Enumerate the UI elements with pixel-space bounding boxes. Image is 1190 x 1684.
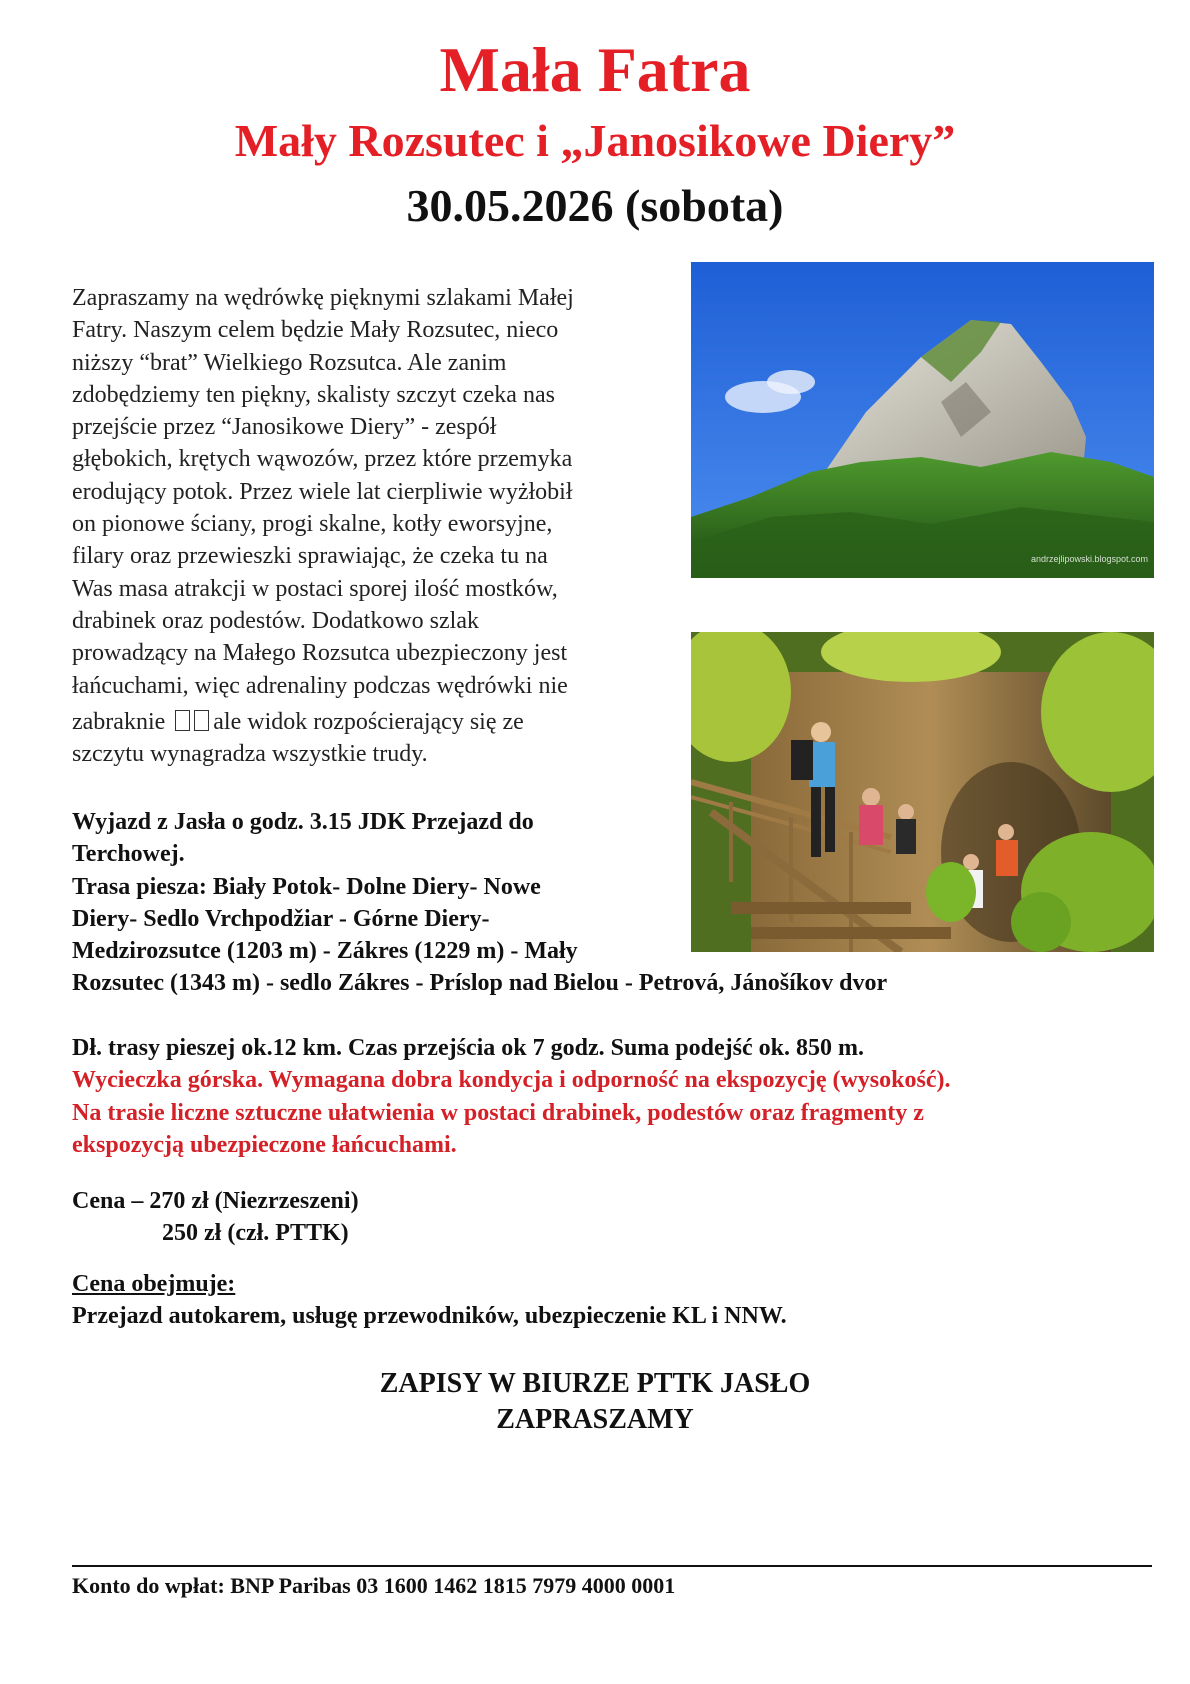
route-line: Terchowej.	[72, 841, 185, 868]
warning-line: ekspozycją ubezpieczone łańcuchami.	[72, 1131, 457, 1158]
intro-line	[72, 706, 672, 738]
intro-line: erodujący potok. Przez wiele lat cierpliwie wyżłobił	[72, 478, 573, 505]
includes-heading: Cena obejmuje:	[72, 1271, 236, 1297]
intro-line-end: ale widok rozpościerający się ze	[213, 708, 524, 735]
route-line: Rozsutec (1343 m) - sedlo Zákres - Príslop nad Bielou - Petrová, Jánošíkov dvor	[72, 970, 888, 997]
event-date: 30.05.2026 (sobota)	[406, 180, 784, 231]
intro-paragraph	[72, 282, 672, 770]
route-line: Medzirozsutce (1203 m) - Zákres (1229 m) - Mały	[72, 938, 578, 965]
intro-line: Was masa atrakcji w postaci sporej ilość mostków,	[72, 575, 558, 602]
event-subtitle: Mały Rozsutec i „Janosikowe Diery”	[234, 115, 956, 166]
price-line-member: 250 zł (czł. PTTK)	[162, 1220, 349, 1247]
photo-watermark: andrzejlipowski.blogspot.com	[1031, 554, 1149, 564]
intro-line: filary oraz przewieszki sprawiając, że czeka tu na	[72, 543, 548, 570]
signup-section	[0, 1366, 1190, 1438]
route-line: Diery- Sedlo Vrchpodžiar - Górne Diery-	[72, 905, 490, 932]
intro-line: szczytu wynagradza wszystkie trudy.	[72, 741, 428, 768]
missing-emoji-icon	[194, 710, 209, 731]
distance-line: Dł. trasy pieszej ok.12 km. Czas przejścia ok 7 godz. Suma podejść ok. 850 m.	[72, 1035, 864, 1061]
warning-line: Wycieczka górska. Wymagana dobra kondycja i odporność na ekspozycję (wysokość).	[72, 1067, 951, 1094]
price-section	[72, 1185, 1132, 1250]
route-line: Trasa piesza: Biały Potok- Dolne Diery- Nowe	[72, 873, 541, 900]
price-line-regular: Cena – 270 zł (Niezrzeszeni)	[72, 1188, 359, 1214]
intro-line: drabinek oraz podestów. Dodatkowo szlak	[72, 607, 479, 634]
intro-line: prowadzący na Małego Rozsutca ubezpieczony jest	[72, 640, 568, 667]
includes-section	[72, 1268, 1132, 1333]
bank-account: Konto do wpłat: BNP Paribas 03 1600 1462 1815 7979 4000 0001	[72, 1573, 676, 1598]
footer-divider	[72, 1565, 1152, 1567]
invite-line: ZAPRASZAMY	[496, 1404, 694, 1435]
missing-emoji-icon	[175, 710, 190, 731]
intro-line: przejście przez “Janosikowe Diery” - zespół	[72, 414, 497, 441]
signup-line: ZAPISY W BIURZE PTTK JASŁO	[379, 1368, 811, 1399]
warning-line: Na trasie liczne sztuczne ułatwienia w postaci drabinek, podestów oraz fragmenty z	[72, 1099, 924, 1126]
intro-line-start: zabraknie	[72, 708, 166, 735]
route-section	[72, 806, 1132, 1000]
intro-line: on pionowe ściany, progi skalne, kotły eworsyjne,	[72, 511, 553, 538]
event-title: Mała Fatra	[439, 34, 751, 105]
includes-text: Przejazd autokarem, usługę przewodników, ubezpieczenie KL i NNW.	[72, 1303, 787, 1330]
intro-line: łańcuchami, więc adrenaliny podczas wędrówki nie	[72, 672, 568, 699]
intro-line: głębokich, krętych wąwozów, przez które przemyka	[72, 446, 573, 473]
peak-photo	[691, 262, 1154, 578]
intro-line: Fatry. Naszym celem będzie Mały Rozsutec, nieco	[72, 317, 559, 344]
intro-line: Zapraszamy na wędrówkę pięknymi szlakami Małej	[72, 285, 574, 311]
intro-line: zdobędziemy ten piękny, skalisty szczyt czeka nas	[72, 381, 555, 408]
route-line: Wyjazd z Jasła o godz. 3.15 JDK Przejazd do	[72, 809, 534, 835]
distance-section	[72, 1032, 1132, 1161]
intro-line: niższy “brat” Wielkiego Rozsutca. Ale zanim	[72, 349, 507, 376]
